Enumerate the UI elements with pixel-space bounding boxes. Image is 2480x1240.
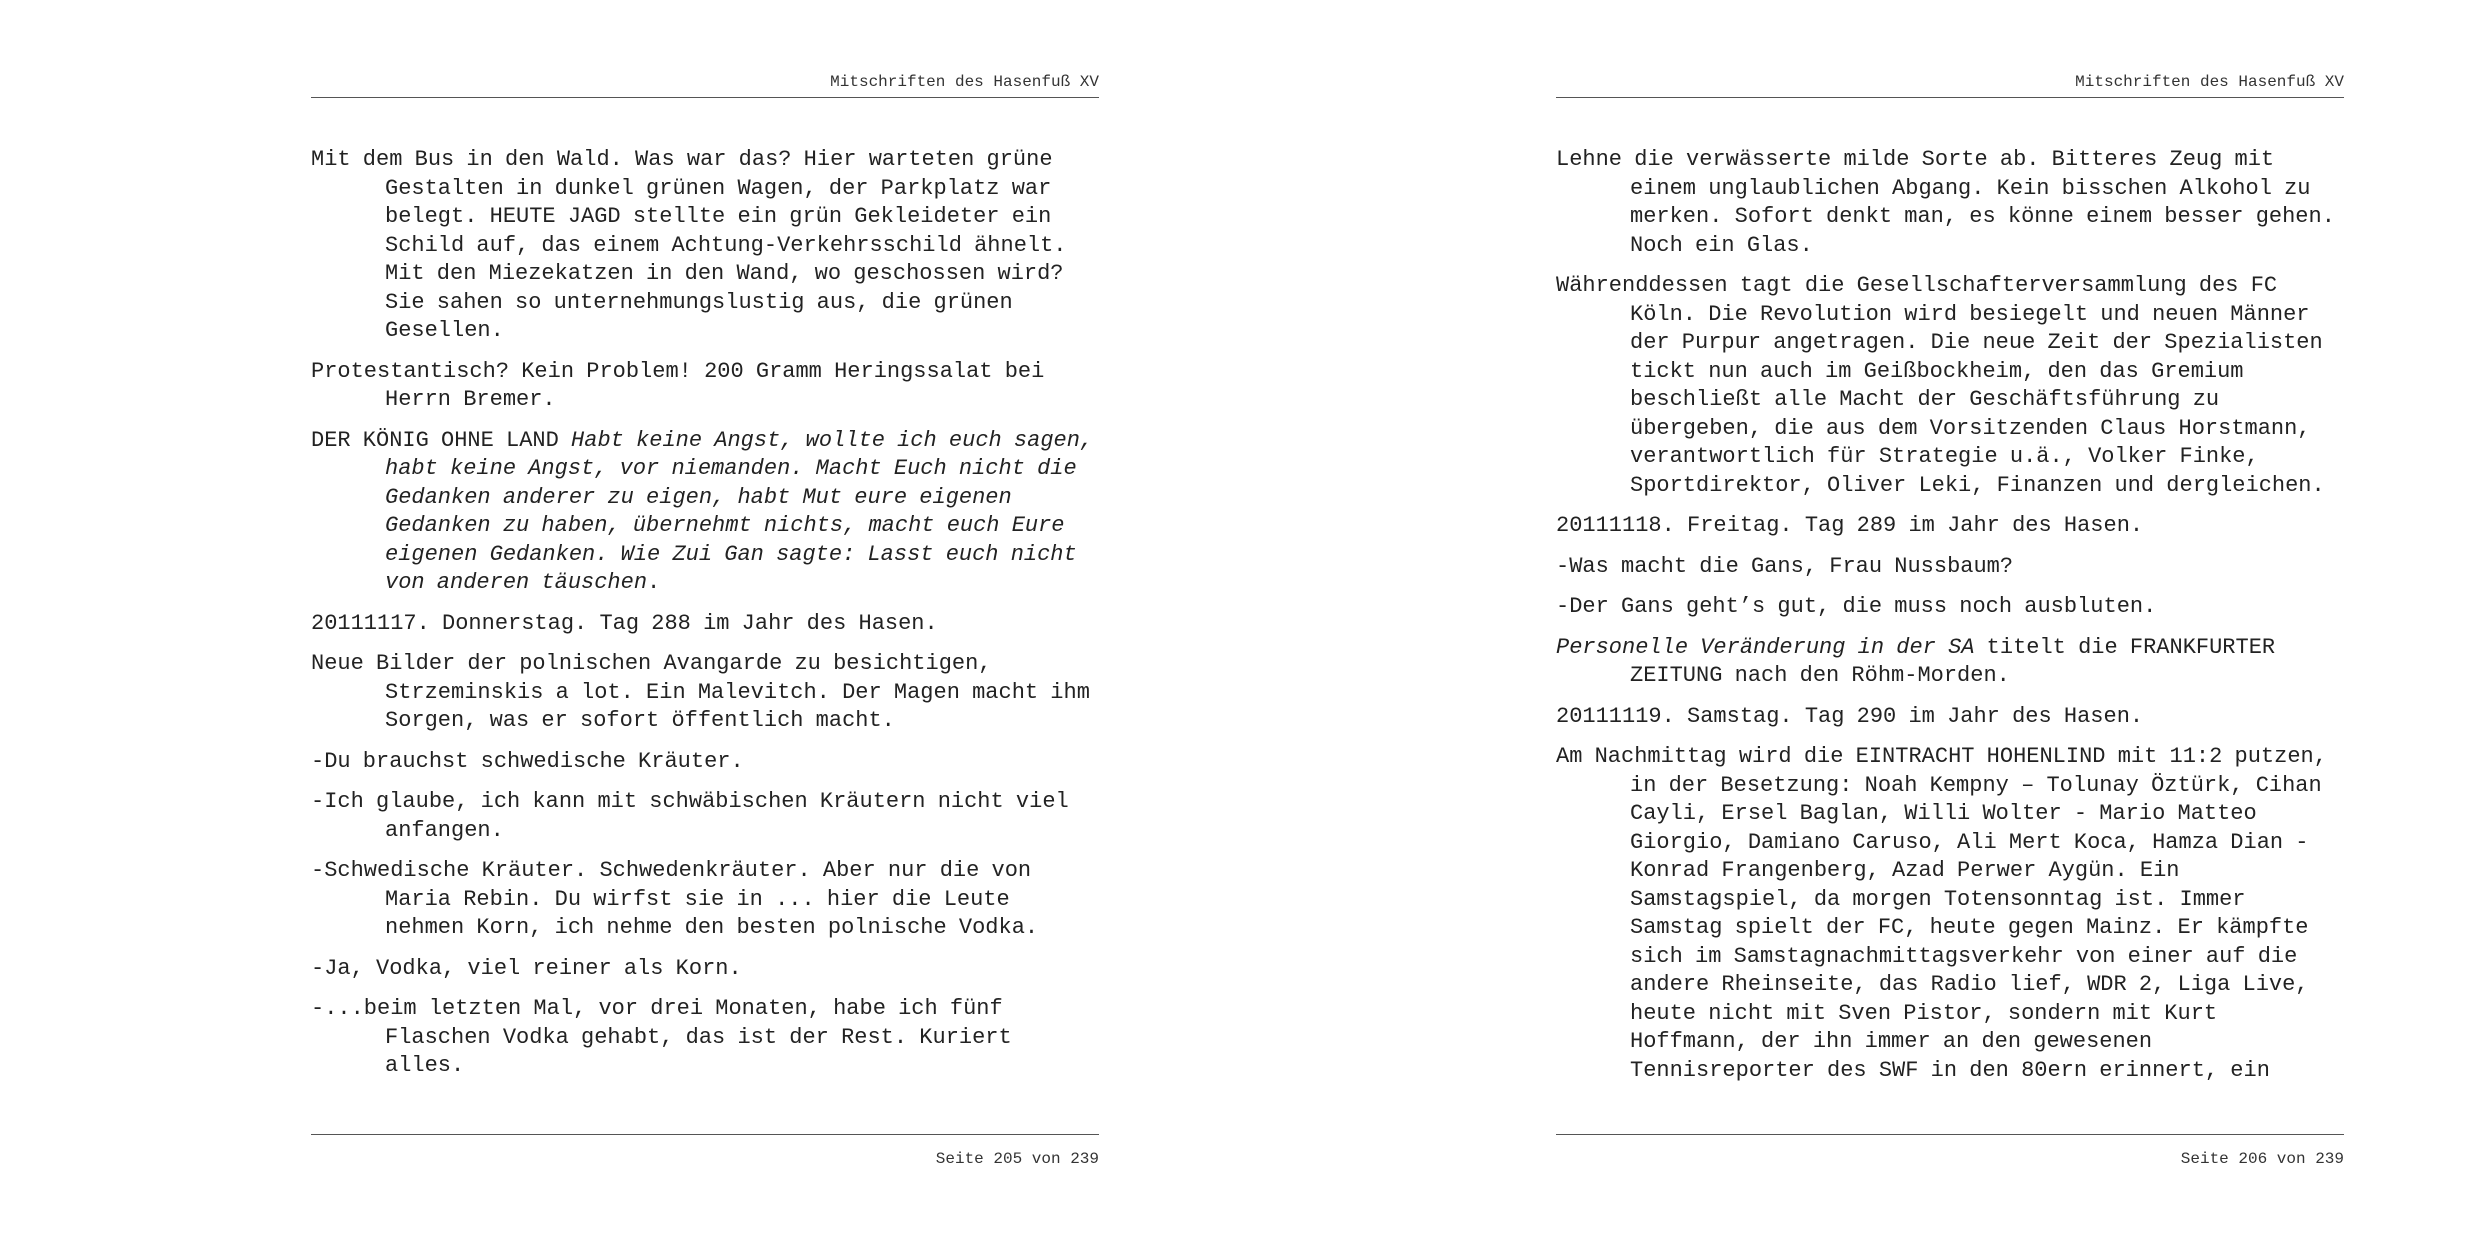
footer-rule	[1556, 1134, 2344, 1135]
dialogue-line: -Ja, Vodka, viel reiner als Korn.	[311, 955, 742, 981]
dialogue-line: -Der Gans geht’s gut, die muss noch ausbluten.	[1556, 594, 2157, 619]
paragraph: Neue Bilder der polnischen Avangarde zu besichtigen, Strzeminskis a lot. Ein Malevitch. Der Magen macht ihm Sorgen, was er sofort öffentlich macht.	[311, 651, 1090, 733]
page-number: Seite 206 von 239	[2180, 1150, 2344, 1168]
left-page	[311, 0, 1099, 1240]
paragraph-trail: titelt die FRANKFURTER ZEITUNG nach den Röhm-Morden.	[1630, 634, 2276, 688]
footer-rule	[311, 1134, 1099, 1135]
page-body	[1556, 146, 2344, 1097]
paragraph: Protestantisch? Kein Problem! 200 Gramm Heringssalat bei Herrn Bremer.	[311, 358, 1045, 412]
paragraph: Währenddessen tagt die Gesellschafterversammlung des FC Köln. Die Revolution wird besiegelt und neuen Männer der Purpur angetragen. Die neue Zeit der Spezialisten tickt nun auch im Geißbockheim, den das Gremium beschließt alle Macht der Geschäftsführung zu übergeben, die aus dem Vorsitzenden Claus Horstmann, verantwortlich für Strategie u.ä., Volker Finke, Sportdirektor, Oliver Leki, Finanzen und dergleichen.	[1556, 273, 2325, 498]
diary-date-entry: 20111119. Samstag. Tag 290 im Jahr des Hasen.	[1556, 703, 2144, 729]
dialogue-line: -Ich glaube, ich kann mit schwäbischen Kräutern nicht viel anfangen.	[311, 789, 1069, 843]
diary-date-entry: 20111118. Freitag. Tag 289 im Jahr des Hasen.	[1556, 513, 2144, 538]
dialogue-line: -Du brauchst schwedische Kräuter.	[311, 748, 744, 774]
diary-date-entry: 20111117. Donnerstag. Tag 288 im Jahr des Hasen.	[311, 610, 938, 636]
dialogue-line: -Schwedische Kräuter. Schwedenkräuter. Aber nur die von Maria Rebin. Du wirfst sie in ... hier die Leute nehmen Korn, ich nehme den besten polnische Vodka.	[311, 858, 1039, 940]
paragraph: Mit dem Bus in den Wald. Was war das? Hier warteten grüne Gestalten in dunkel grünen Wagen, der Parkplatz war belegt. HEUTE JAGD stellte ein grün Gekleideter ein Schild auf, das einem Achtung-Verkehrsschild ähnelt. Mit den Miezekatzen in den Wand, wo geschossen wird? Sie sahen so unternehmungslustig aus, die grünen Gesellen.	[311, 147, 1067, 343]
header-rule	[1556, 97, 2344, 98]
right-page	[1556, 0, 2344, 1240]
page-body	[311, 146, 1099, 1093]
dialogue-line: -...beim letzten Mal, vor drei Monaten, habe ich fünf Flaschen Vodka gehabt, das ist der Rest. Kuriert alles.	[311, 996, 1012, 1078]
paragraph-lead: DER KÖNIG OHNE LAND	[311, 427, 572, 453]
italic-headline: Personelle Veränderung in der SA	[1556, 634, 1975, 660]
paragraph-trail: .	[647, 570, 661, 595]
dialogue-line: -Was macht die Gans, Frau Nussbaum?	[1556, 553, 2014, 579]
running-header: Mitschriften des Hasenfuß XV	[2075, 73, 2344, 91]
paragraph	[311, 427, 1099, 598]
running-header: Mitschriften des Hasenfuß XV	[830, 73, 1099, 91]
header-rule	[311, 97, 1099, 98]
paragraph	[1556, 634, 2344, 691]
italic-quote: Habt keine Angst, wollte ich euch sagen, habt keine Angst, vor niemanden. Macht Euch nicht die Gedanken anderer zu eigen, habt Mut eure eigenen Gedanken zu haben, übernehmt nichts, macht euch Eure eigenen Gedanken. Wie Zui Gan sagte: Lasst euch nicht von anderen täuschen	[385, 427, 1094, 595]
paragraph: Am Nachmittag wird die EINTRACHT HOHENLIND mit 11:2 putzen, in der Besetzung: Noah Kempny – Tolunay Öztürk, Cihan Cayli, Ersel Baglan, Willi Wolter - Mario Matteo Giorgio, Damiano Caruso, Ali Mert Koca, Hamza Dian - Konrad Frangenberg, Azad Perwer Aygün. Ein Samstagspiel, da morgen Totensonntag ist. Immer Samstag spielt der FC, heute gegen Mainz. Er kämpfte sich im Samstagnachmittagsverkehr von einer auf die andere Rheinseite, das Radio lief, WDR 2, Liga Live, heute nicht mit Sven Pistor, sondern mit Kurt Hoffmann, der ihn immer an den gewesenen Tennisreporter des SWF in den 80ern erinnert, ein	[1556, 744, 2327, 1083]
paragraph: Lehne die verwässerte milde Sorte ab. Bitteres Zeug mit einem unglaublichen Abgang. Kein bisschen Alkohol zu merken. Sofort denkt man, es könne einem besser gehen. Noch ein Glas.	[1556, 147, 2335, 258]
page-number: Seite 205 von 239	[935, 1150, 1099, 1168]
